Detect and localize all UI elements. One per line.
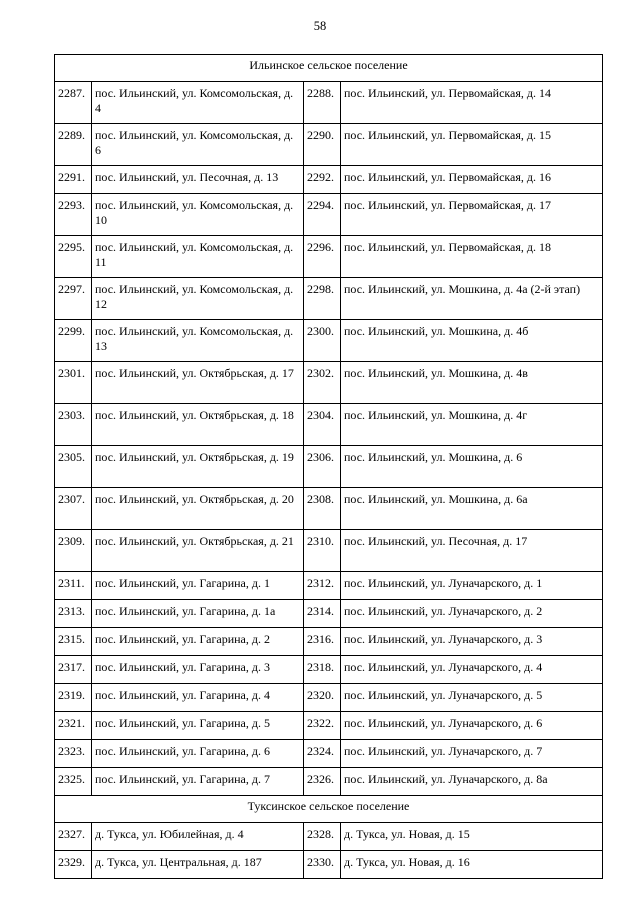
section-title: Туксинское сельское поселение: [55, 796, 603, 823]
entry-address: пос. Ильинский, ул. Мошкина, д. 4а (2-й этап): [341, 278, 603, 320]
table-row: [55, 236, 603, 278]
entry-number: 2287.: [55, 82, 92, 124]
entry-address: д. Тукса, ул. Юбилейная, д. 4: [92, 823, 304, 851]
table-row: [55, 446, 603, 488]
entry-address: пос. Ильинский, ул. Комсомольская, д. 12: [92, 278, 304, 320]
entry-address: пос. Ильинский, ул. Луначарского, д. 2: [341, 600, 603, 628]
table-row: [55, 362, 603, 404]
table-row: [55, 488, 603, 530]
entry-number: 2295.: [55, 236, 92, 278]
table-row: [55, 404, 603, 446]
entry-number: 2306.: [304, 446, 341, 488]
table-row: [55, 628, 603, 656]
entry-number: 2327.: [55, 823, 92, 851]
entry-address: пос. Ильинский, ул. Луначарского, д. 8а: [341, 768, 603, 796]
entry-number: 2308.: [304, 488, 341, 530]
entry-address: пос. Ильинский, ул. Первомайская, д. 17: [341, 194, 603, 236]
table-row: [55, 851, 603, 879]
entry-address: пос. Ильинский, ул. Мошкина, д. 4г: [341, 404, 603, 446]
entry-number: 2321.: [55, 712, 92, 740]
entry-number: 2305.: [55, 446, 92, 488]
entry-number: 2322.: [304, 712, 341, 740]
table-row: [55, 278, 603, 320]
entry-address: пос. Ильинский, ул. Октябрьская, д. 18: [92, 404, 304, 446]
entry-number: 2293.: [55, 194, 92, 236]
entry-address: пос. Ильинский, ул. Луначарского, д. 6: [341, 712, 603, 740]
entry-number: 2307.: [55, 488, 92, 530]
entry-address: пос. Ильинский, ул. Луначарского, д. 5: [341, 684, 603, 712]
table-row: [55, 600, 603, 628]
entry-number: 2298.: [304, 278, 341, 320]
entry-address: пос. Ильинский, ул. Первомайская, д. 15: [341, 124, 603, 166]
address-table-body: [55, 55, 603, 879]
entry-address: пос. Ильинский, ул. Луначарского, д. 7: [341, 740, 603, 768]
section-title: Ильинское сельское поселение: [55, 55, 603, 82]
address-table: [54, 54, 603, 879]
table-row: [55, 768, 603, 796]
entry-address: пос. Ильинский, ул. Гагарина, д. 7: [92, 768, 304, 796]
entry-address: пос. Ильинский, ул. Гагарина, д. 1: [92, 572, 304, 600]
table-row: [55, 684, 603, 712]
entry-number: 2289.: [55, 124, 92, 166]
entry-number: 2317.: [55, 656, 92, 684]
entry-number: 2294.: [304, 194, 341, 236]
entry-number: 2318.: [304, 656, 341, 684]
entry-number: 2299.: [55, 320, 92, 362]
entry-number: 2290.: [304, 124, 341, 166]
entry-number: 2329.: [55, 851, 92, 879]
entry-address: пос. Ильинский, ул. Первомайская, д. 16: [341, 166, 603, 194]
entry-number: 2320.: [304, 684, 341, 712]
entry-number: 2313.: [55, 600, 92, 628]
table-row: [55, 530, 603, 572]
entry-address: пос. Ильинский, ул. Гагарина, д. 2: [92, 628, 304, 656]
entry-address: пос. Ильинский, ул. Гагарина, д. 1а: [92, 600, 304, 628]
entry-address: д. Тукса, ул. Новая, д. 16: [341, 851, 603, 879]
entry-address: пос. Ильинский, ул. Луначарского, д. 3: [341, 628, 603, 656]
entry-number: 2330.: [304, 851, 341, 879]
entry-number: 2302.: [304, 362, 341, 404]
entry-number: 2301.: [55, 362, 92, 404]
table-row: [55, 656, 603, 684]
entry-number: 2296.: [304, 236, 341, 278]
entry-number: 2325.: [55, 768, 92, 796]
entry-address: пос. Ильинский, ул. Октябрьская, д. 20: [92, 488, 304, 530]
entry-address: пос. Ильинский, ул. Комсомольская, д. 13: [92, 320, 304, 362]
table-row: [55, 320, 603, 362]
entry-address: пос. Ильинский, ул. Первомайская, д. 18: [341, 236, 603, 278]
entry-address: пос. Ильинский, ул. Октябрьская, д. 17: [92, 362, 304, 404]
entry-number: 2319.: [55, 684, 92, 712]
entry-address: д. Тукса, ул. Новая, д. 15: [341, 823, 603, 851]
entry-address: пос. Ильинский, ул. Песочная, д. 13: [92, 166, 304, 194]
table-row: [55, 740, 603, 768]
entry-number: 2314.: [304, 600, 341, 628]
entry-number: 2312.: [304, 572, 341, 600]
entry-number: 2316.: [304, 628, 341, 656]
entry-number: 2311.: [55, 572, 92, 600]
entry-number: 2315.: [55, 628, 92, 656]
entry-address: д. Тукса, ул. Центральная, д. 187: [92, 851, 304, 879]
entry-address: пос. Ильинский, ул. Гагарина, д. 3: [92, 656, 304, 684]
table-row: [55, 194, 603, 236]
entry-number: 2292.: [304, 166, 341, 194]
entry-number: 2328.: [304, 823, 341, 851]
section-header-row: [55, 55, 603, 82]
entry-number: 2326.: [304, 768, 341, 796]
entry-number: 2291.: [55, 166, 92, 194]
entry-address: пос. Ильинский, ул. Мошкина, д. 4в: [341, 362, 603, 404]
table-row: [55, 124, 603, 166]
entry-number: 2304.: [304, 404, 341, 446]
table-row: [55, 823, 603, 851]
entry-address: пос. Ильинский, ул. Гагарина, д. 4: [92, 684, 304, 712]
entry-number: 2323.: [55, 740, 92, 768]
entry-address: пос. Ильинский, ул. Комсомольская, д. 10: [92, 194, 304, 236]
section-header-row: [55, 796, 603, 823]
entry-address: пос. Ильинский, ул. Октябрьская, д. 21: [92, 530, 304, 572]
entry-address: пос. Ильинский, ул. Луначарского, д. 4: [341, 656, 603, 684]
entry-address: пос. Ильинский, ул. Луначарского, д. 1: [341, 572, 603, 600]
entry-address: пос. Ильинский, ул. Мошкина, д. 6а: [341, 488, 603, 530]
entry-number: 2300.: [304, 320, 341, 362]
table-row: [55, 572, 603, 600]
entry-address: пос. Ильинский, ул. Песочная, д. 17: [341, 530, 603, 572]
entry-address: пос. Ильинский, ул. Гагарина, д. 6: [92, 740, 304, 768]
entry-address: пос. Ильинский, ул. Комсомольская, д. 11: [92, 236, 304, 278]
page-number: 58: [313, 19, 327, 33]
entry-number: 2297.: [55, 278, 92, 320]
entry-number: 2324.: [304, 740, 341, 768]
table-row: [55, 82, 603, 124]
entry-address: пос. Ильинский, ул. Октябрьская, д. 19: [92, 446, 304, 488]
entry-address: пос. Ильинский, ул. Комсомольская, д. 6: [92, 124, 304, 166]
entry-number: 2309.: [55, 530, 92, 572]
entry-address: пос. Ильинский, ул. Мошкина, д. 4б: [341, 320, 603, 362]
table-row: [55, 712, 603, 740]
entry-number: 2288.: [304, 82, 341, 124]
entry-number: 2310.: [304, 530, 341, 572]
entry-address: пос. Ильинский, ул. Гагарина, д. 5: [92, 712, 304, 740]
entry-address: пос. Ильинский, ул. Комсомольская, д. 4: [92, 82, 304, 124]
table-row: [55, 166, 603, 194]
entry-address: пос. Ильинский, ул. Мошкина, д. 6: [341, 446, 603, 488]
entry-number: 2303.: [55, 404, 92, 446]
entry-address: пос. Ильинский, ул. Первомайская, д. 14: [341, 82, 603, 124]
